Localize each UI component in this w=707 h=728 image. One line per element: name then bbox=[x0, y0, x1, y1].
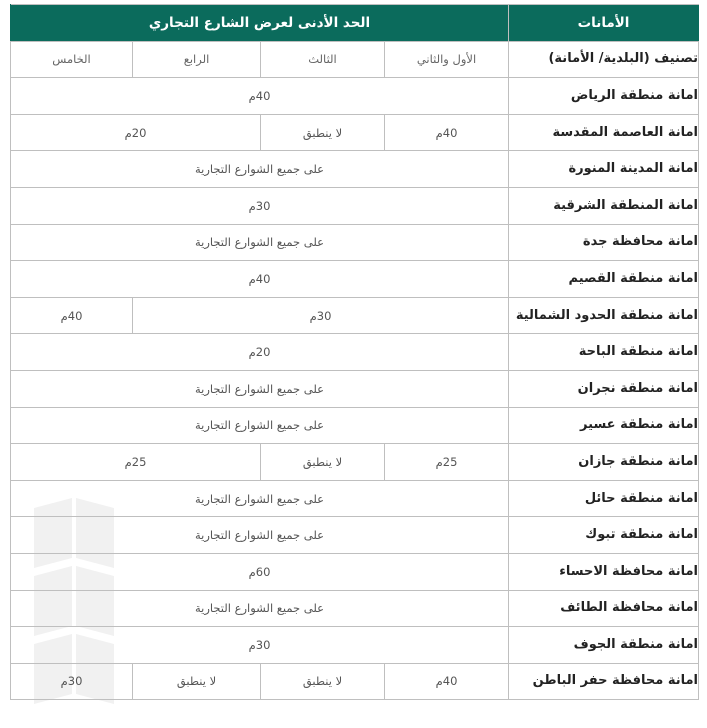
header-min-width: الحد الأدنى لعرض الشارع التجاري bbox=[11, 5, 509, 42]
row-name: امانة منطقة الجوف bbox=[509, 627, 699, 664]
table-row bbox=[11, 553, 699, 590]
row-name: امانة المنطقة الشرقية bbox=[509, 187, 699, 224]
row-name: امانة المدينة المنورة bbox=[509, 151, 699, 188]
row-name: امانة محافظة الطائف bbox=[509, 590, 699, 627]
row-value: 40م bbox=[385, 114, 509, 151]
row-value: 30م bbox=[133, 297, 509, 334]
table-row bbox=[11, 334, 699, 371]
row-value: 20م bbox=[11, 334, 509, 371]
row-value: 40م bbox=[11, 78, 509, 115]
row-value: 40م bbox=[385, 663, 509, 700]
row-value: 30م bbox=[11, 627, 509, 664]
class-fourth: الرابع bbox=[133, 41, 261, 78]
class-first-second: الأول والثاني bbox=[385, 41, 509, 78]
class-fifth: الخامس bbox=[11, 41, 133, 78]
table-row bbox=[11, 444, 699, 481]
table-row bbox=[11, 370, 699, 407]
row-value: 40م bbox=[11, 297, 133, 334]
table-row bbox=[11, 187, 699, 224]
row-value: على جميع الشوارع التجارية bbox=[11, 407, 509, 444]
row-name: امانة منطقة عسير bbox=[509, 407, 699, 444]
row-name: امانة منطقة نجران bbox=[509, 370, 699, 407]
row-value: على جميع الشوارع التجارية bbox=[11, 590, 509, 627]
row-name: امانة منطقة جازان bbox=[509, 444, 699, 481]
row-name: امانة محافظة الاحساء bbox=[509, 553, 699, 590]
classification-row bbox=[11, 41, 699, 78]
table-header-row bbox=[11, 5, 699, 42]
row-name: امانة منطقة الرياض bbox=[509, 78, 699, 115]
table-row bbox=[11, 407, 699, 444]
row-value: 30م bbox=[11, 663, 133, 700]
row-value: لا ينطبق bbox=[261, 444, 385, 481]
row-value: على جميع الشوارع التجارية bbox=[11, 370, 509, 407]
row-value: 40م bbox=[11, 261, 509, 298]
row-value: لا ينطبق bbox=[261, 663, 385, 700]
table-row bbox=[11, 590, 699, 627]
row-value: 20م bbox=[11, 114, 261, 151]
header-amanat: الأمانات bbox=[509, 5, 699, 42]
row-value: على جميع الشوارع التجارية bbox=[11, 224, 509, 261]
commercial-street-width-table bbox=[10, 4, 699, 700]
row-value: لا ينطبق bbox=[261, 114, 385, 151]
row-value: 25م bbox=[11, 444, 261, 481]
table-row bbox=[11, 663, 699, 700]
table-row bbox=[11, 261, 699, 298]
table-row bbox=[11, 224, 699, 261]
row-value: 25م bbox=[385, 444, 509, 481]
table-row bbox=[11, 78, 699, 115]
row-value: 30م bbox=[11, 187, 509, 224]
row-name: امانة منطقة القصيم bbox=[509, 261, 699, 298]
class-third: الثالث bbox=[261, 41, 385, 78]
table-row bbox=[11, 517, 699, 554]
row-value: 60م bbox=[11, 553, 509, 590]
row-value: على جميع الشوارع التجارية bbox=[11, 517, 509, 554]
table-row bbox=[11, 627, 699, 664]
row-name: امانة منطقة حائل bbox=[509, 480, 699, 517]
row-name: امانة العاصمة المقدسة bbox=[509, 114, 699, 151]
row-name: امانة منطقة الحدود الشمالية bbox=[509, 297, 699, 334]
table-row bbox=[11, 151, 699, 188]
row-name: امانة منطقة الباحة bbox=[509, 334, 699, 371]
classification-label: تصنيف (البلدية/ الأمانة) bbox=[509, 41, 699, 78]
row-value: لا ينطبق bbox=[133, 663, 261, 700]
row-name: امانة محافظة حفر الباطن bbox=[509, 663, 699, 700]
row-name: امانة منطقة تبوك bbox=[509, 517, 699, 554]
row-value: على جميع الشوارع التجارية bbox=[11, 480, 509, 517]
table-row bbox=[11, 480, 699, 517]
table-row bbox=[11, 297, 699, 334]
table-row bbox=[11, 114, 699, 151]
row-value: على جميع الشوارع التجارية bbox=[11, 151, 509, 188]
row-name: امانة محافظة جدة bbox=[509, 224, 699, 261]
